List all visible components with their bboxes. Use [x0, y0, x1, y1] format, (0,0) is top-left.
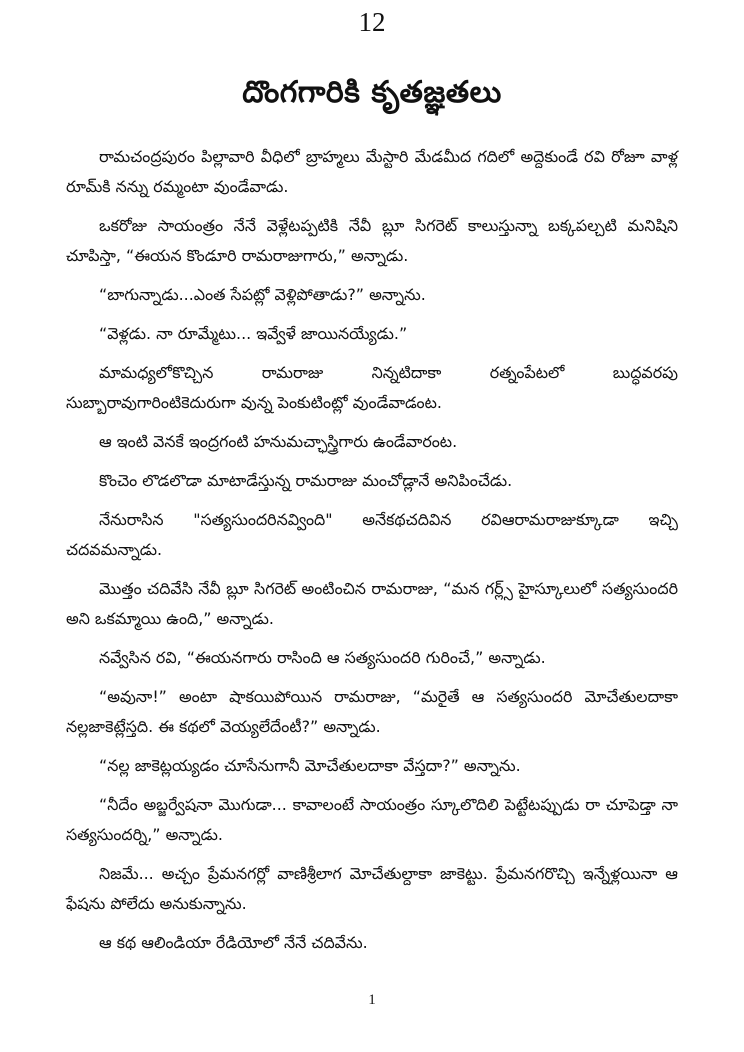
paragraph: మొత్తం చదివేసి నేవీ బ్లూ సిగరెట్ అంటించిన రామరాజు, “మన గర్ల్స్ హైస్కూలులో సత్యసుందరి అని ఒకమ్మాయి ఉంది,” అన్నాడు. — [66, 579, 678, 628]
paragraph: “అవునా!” అంటా షాకయిపోయిన రామరాజు, “మరైతే ఆ సత్యసుందరి మోచేతులదాకా నల్లజాకెట్లేస్తది. ఈ కథలో వెయ్యలేదేంటీ?” అన్నాడు. — [66, 687, 678, 736]
paragraph: నిజమే... అచ్చం ప్రేమనగర్లో వాణిశ్రీలాగ మోచేతుల్దాకా జాకెట్టు. ప్రేమనగరొచ్చి ఇన్నేళ్లయినా ఆ ఫేషను పోలేదు అనుకున్నాను. — [66, 864, 678, 913]
page-number: 1 — [368, 992, 376, 1008]
paragraph: మామధ్యలోకొచ్చిన రామరాజు నిన్నటిదాకా రత్నంపేటలో బుద్ధవరపు సుబ్బారావుగారింటికెదురుగా వున్న పెంకుటింట్లో వుండేవాడంట. — [66, 363, 678, 412]
chapter-title: దొంగగారికి కృతజ్ఞతలు — [242, 75, 502, 110]
paragraph: నవ్వేసిన రవి, “ఈయనగారు రాసింది ఆ సత్యసుందరి గురించే,” అన్నాడు. — [99, 648, 546, 667]
paragraph: “నల్ల జాకెట్లయ్యడం చూసేనుగానీ మోచేతులదాకా వేస్తదా?” అన్నాను. — [99, 756, 521, 775]
paragraph: నేనురాసిన "సత్యసుందరినవ్వింది" అనేకథచదివిన రవిఆరామరాజుక్కూడా ఇచ్చి చదవమన్నాడు. — [66, 510, 678, 559]
paragraph: కొంచెం లొడలొడా మాటాడేస్తున్న రామరాజు మంచోడ్లానే అనిపించేడు. — [99, 471, 513, 490]
paragraph: “వెళ్లడు. నా రూమ్మేటు... ఇవ్వేళే జాయినయ్యేడు.” — [99, 324, 408, 343]
paragraph: ఒకరోజు సాయంత్రం నేనే వెళ్లేటప్పటికి నేవీ బ్లూ సిగరెట్ కాలుస్తున్నా బక్కపల్చటి మనిషిని చూపిస్తా, “ఈయన కొండూరి రామరాజుగారు,” అన్నాడు. — [66, 216, 678, 265]
paragraph: “నీదేం అబ్జర్వేషనా మొగుడా... కావాలంటే సాయంత్రం స్కూలొదిలి పెట్టేటప్పుడు రా చూపెడ్తా నా సత్యసుందర్ని,” అన్నాడు. — [66, 795, 678, 844]
chapter-number: 12 — [358, 7, 386, 37]
paragraph: రామచంద్రపురం పిల్లావారి వీధిలో బ్రాహ్మలు మేస్టారి మేడమీద గదిలో అద్దెకుండే రవి రోజూ వాళ్ల రూమ్‌కి నన్ను రమ్మంటా వుండేవాడు. — [66, 147, 678, 196]
paragraph: ఆ ఇంటి వెనకే ఇంద్రగంటి హనుమచ్ఛాస్త్రిగారు ఉండేవారంట. — [99, 432, 458, 451]
chapter-body — [66, 142, 678, 958]
paragraph: “బాగున్నాడు...ఎంత సేపట్లో వెళ్లిపోతాడు?” అన్నాను. — [99, 285, 426, 304]
paragraph: ఆ కథ ఆలిండియా రేడియోలో నేనే చదివేను. — [99, 933, 368, 952]
